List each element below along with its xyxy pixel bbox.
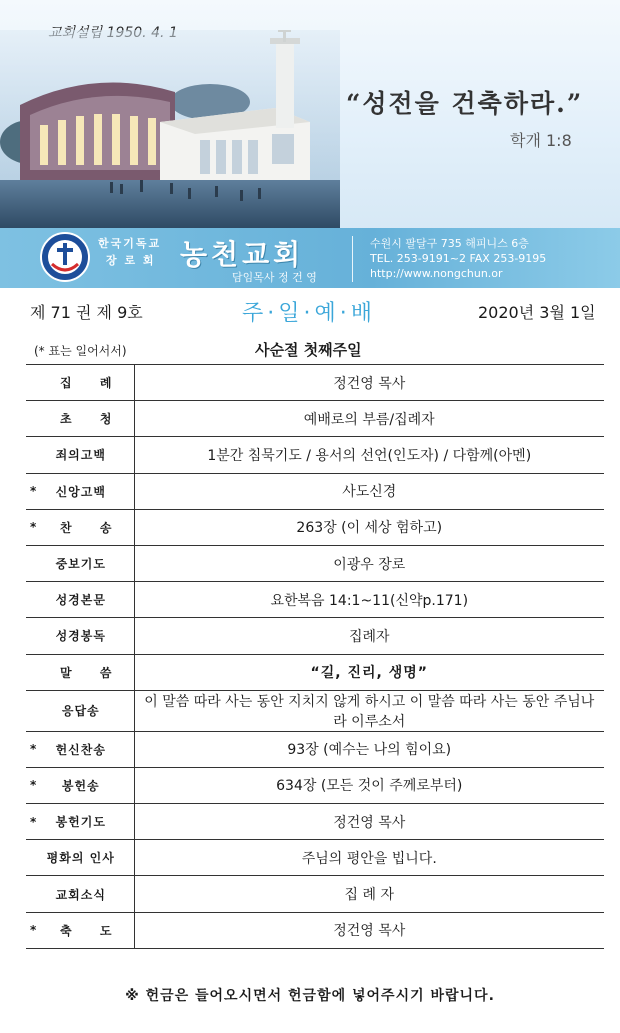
order-row: [26, 840, 604, 876]
order-item-label: [26, 437, 134, 473]
order-row: [26, 401, 604, 437]
order-row: [26, 618, 604, 654]
order-row: [26, 545, 604, 581]
church-website[interactable]: http://www.nongchun.or: [370, 267, 503, 280]
order-row: [26, 767, 604, 803]
church-building-illustration: [0, 30, 340, 230]
order-item-value: 이광우 장로: [134, 545, 604, 581]
order-item-name: 응답송: [61, 704, 100, 719]
order-row: [26, 912, 604, 948]
order-item-label: [26, 804, 134, 840]
order-item-value: 1분간 침묵기도 / 용서의 선언(인도자) / 다함께(아멘): [134, 437, 604, 473]
standing-marker: *: [30, 742, 37, 757]
order-item-name: 성경본문: [55, 593, 106, 608]
senior-pastor: 담임목사 정 건 영: [232, 271, 317, 284]
church-contact: [370, 236, 546, 281]
order-item-name: 찬 송: [60, 520, 112, 535]
standing-marker: *: [30, 923, 37, 938]
order-item-label: [26, 582, 134, 618]
order-of-worship-table: [26, 364, 604, 949]
standing-note: (* 표는 일어서서): [34, 344, 127, 358]
order-item-label: [26, 767, 134, 803]
standing-marker: *: [30, 814, 37, 829]
order-item-value: 634장 (모든 것이 주께로부터): [134, 767, 604, 803]
order-item-name: 중보기도: [55, 557, 106, 572]
banner-divider: [352, 236, 353, 282]
theme-verse: “성전을 건축하라.”: [346, 89, 584, 118]
bulletin-header: [0, 0, 620, 288]
order-row: [26, 876, 604, 912]
order-item-value: 93장 (예수는 나의 힘이요): [134, 731, 604, 767]
order-row: [26, 654, 604, 690]
order-item-value: 요한복음 14:1~11(신약p.171): [134, 582, 604, 618]
order-item-value: 정건영 목사: [134, 804, 604, 840]
worship-title: 주·일·예·배: [242, 301, 376, 326]
order-row: [26, 437, 604, 473]
order-item-name: 헌신찬송: [55, 742, 106, 757]
order-item-value: 예배로의 부름/집례자: [134, 401, 604, 437]
order-item-name: 교회소식: [55, 887, 106, 902]
offering-notice: ※ 헌금은 들어오시면서 헌금함에 넣어주시기 바랍니다.: [125, 988, 495, 1004]
order-row: [26, 690, 604, 731]
denomination-line-1: 한국기독교: [98, 237, 162, 250]
order-row: [26, 473, 604, 509]
standing-marker: *: [30, 778, 37, 793]
order-item-value: 263장 (이 세상 험하고): [134, 509, 604, 545]
order-row: [26, 582, 604, 618]
standing-marker: *: [30, 484, 37, 499]
volume-number: 제 71 권 제 9호: [30, 303, 143, 322]
order-item-value: 주님의 평안을 빕니다.: [134, 840, 604, 876]
order-item-value: 정건영 목사: [134, 912, 604, 948]
order-item-value: 사도신경: [134, 473, 604, 509]
church-name: 농천교회: [180, 238, 305, 271]
order-item-name: 초 청: [60, 412, 112, 427]
denomination-label: [98, 235, 161, 269]
order-item-label: [26, 545, 134, 581]
standing-marker: *: [30, 520, 37, 535]
order-item-name: 축 도: [60, 923, 112, 938]
order-item-label: [26, 618, 134, 654]
church-phone-fax: TEL. 253-9191~2 FAX 253-9195: [370, 252, 547, 265]
order-row: [26, 731, 604, 767]
order-item-value: “길, 진리, 생명”: [134, 654, 604, 690]
order-item-name: 말 씀: [60, 665, 112, 680]
order-row: [26, 509, 604, 545]
church-address: 수원시 팔달구 735 해피니스 6층: [370, 237, 529, 250]
order-item-name: 집 례: [60, 376, 112, 391]
order-row: [26, 365, 604, 401]
order-item-value: 이 말씀 따라 사는 동안 지치지 않게 하시고 이 말씀 따라 사는 동안 주님나라 이루소서: [134, 690, 604, 731]
order-item-name: 봉헌송: [61, 778, 100, 793]
theme-verse-reference: 학개 1:8: [510, 131, 572, 150]
order-item-name: 평화의 인사: [46, 851, 115, 866]
issue-info-row: [0, 296, 620, 326]
denomination-line-2: 장 로 회: [106, 254, 156, 267]
order-item-label: [26, 731, 134, 767]
order-item-label: [26, 509, 134, 545]
order-item-label: [26, 473, 134, 509]
order-item-label: [26, 876, 134, 912]
bulletin-date: 2020년 3월 1일: [478, 303, 596, 322]
order-row: [26, 804, 604, 840]
order-item-name: 신앙고백: [55, 484, 106, 499]
liturgical-season: 사순절 첫째주일: [255, 341, 362, 359]
order-item-label: [26, 365, 134, 401]
order-item-label: [26, 401, 134, 437]
order-item-name: 죄의고백: [55, 448, 106, 463]
order-item-label: [26, 912, 134, 948]
order-item-name: 성경봉독: [55, 629, 106, 644]
order-item-value: 정건영 목사: [134, 365, 604, 401]
order-item-value: 집례자: [134, 618, 604, 654]
order-item-label: [26, 840, 134, 876]
church-logo-icon: [40, 232, 90, 282]
order-item-name: 봉헌기도: [55, 815, 106, 830]
order-item-label: [26, 690, 134, 731]
order-item-value: 집 례 자: [134, 876, 604, 912]
order-item-label: [26, 654, 134, 690]
